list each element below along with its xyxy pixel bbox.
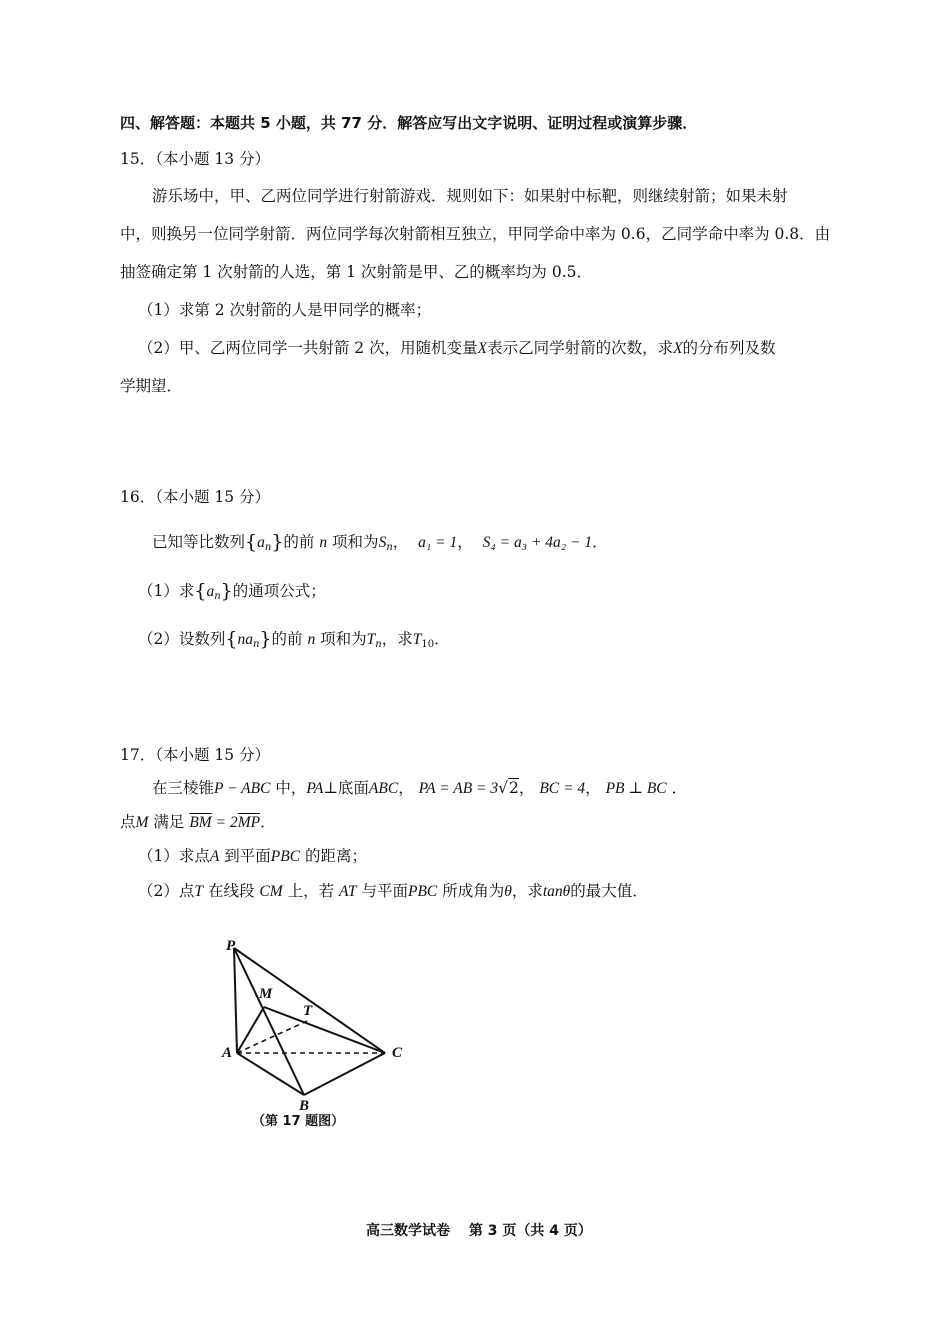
q17-given-text-e: ， [518, 779, 535, 797]
figure-caption: （第 17 题图） [252, 1114, 345, 1129]
var-x: X [673, 340, 683, 357]
q17-part1 [138, 849, 367, 865]
q17-figure [215, 935, 415, 1115]
q17-given-text-c: ⊥底面 [323, 779, 369, 797]
q17-part1-text-b: 到平面 [224, 847, 271, 865]
q17-given: 在三棱锥P − ABC 中，PA⊥底面ABC， PA = AB = 3√2， BC = 4， PB ⊥ BC ． [152, 779, 688, 797]
q15-paragraph-line1: 游乐场中，甲、乙两位同学进行射箭游戏．规则如下：如果射中标靶，则继续射箭；如果未射 [152, 187, 788, 205]
edge-bc [304, 1053, 385, 1095]
q17-plane-abc: ABC [368, 780, 399, 797]
q17-vector-mp: $\overline{MP}$ [237, 814, 261, 831]
q16-part2: （2）设数列{nan}的前 n 项和为Tn，求$T_{10}$． [138, 628, 450, 650]
q17-part2-text-c: 上，若 [287, 882, 335, 900]
q17-var-a: A [209, 848, 220, 865]
q15-paragraph-line3: 抽签确定第 1 次射箭的人选，第 1 次射箭是甲、乙的概率均为 0.5． [120, 263, 593, 281]
q16-part1-text-b: 的通项公式； [232, 582, 326, 600]
edge-pc [234, 948, 385, 1053]
q17-tan-theta: tanθ [542, 883, 571, 900]
q16-part2-text-a: （2）设数列 [138, 630, 226, 648]
q17-part2-text-e: 所成角为 [442, 882, 505, 900]
edge-mc [264, 1007, 385, 1053]
q17-given-text-f: ， [585, 779, 601, 797]
section-heading: 四、解答题：本题共 5 小题，共 77 分．解答应写出文字说明、证明过程或演算步骤． [120, 114, 698, 132]
q15-part2-continued: 学期望． [120, 377, 183, 395]
q17-part1-text-c: 的距离； [305, 847, 368, 865]
q17-segment-cm: CM [259, 883, 283, 900]
q16-given-text-a: 已知等比数列 [152, 533, 246, 551]
q17-m-text-b: 满足 [153, 813, 185, 831]
q16-part2-text-c: 项和为 [320, 630, 367, 648]
q17-part2-text-d: 与平面 [361, 882, 408, 900]
q15-part2 [138, 341, 776, 357]
page-footer: 高三数学试卷 第 3 页（共 4 页） [366, 1223, 592, 1239]
q17-point-m [120, 815, 276, 831]
q17-segment-pa: PA [306, 780, 324, 797]
q16-part2-text-d: ，求 [381, 630, 413, 648]
q15-part2-text-c: 的分布列及数 [682, 339, 776, 357]
q15-paragraph-line2: 中，则换另一位同学射箭．两位同学每次射箭相互独立，甲同学命中率为 0.6，乙同学命中率为 0.8．由 [120, 225, 831, 243]
q16-eq-a1: a₁ = 1 [418, 534, 458, 551]
q16-number: 16．（本小题 15 分） [120, 488, 271, 506]
label-b: B [299, 1098, 310, 1114]
q17-part2-text-f: ，求 [511, 882, 543, 900]
q17-given-text-d: ， [398, 779, 414, 797]
q17-var-t: T [194, 883, 203, 900]
q17-part2 [138, 884, 648, 900]
q17-given-text-b: 中， [275, 779, 307, 797]
q17-part2-text-b: 在线段 [207, 882, 255, 900]
q16-given: 已知等比数列{an}的前 n 项和为Sn， a₁ = 1， S₄ = a₃ + 4a₂ − 1． [152, 531, 608, 553]
q17-plane-pbc: PBC [270, 848, 301, 865]
q17-number: 17．（本小题 15 分） [120, 746, 271, 764]
label-c: C [392, 1045, 403, 1061]
q17-vector-bm: $\overline{BM}$ [189, 814, 212, 831]
q17-given-text-g: ． [671, 779, 688, 797]
edge-am [237, 1007, 264, 1053]
q15-part2-text-a: （2）甲、乙两位同学一共射箭 2 次，用随机变量 [138, 339, 478, 357]
q17-eq-mid: = 2 [211, 814, 238, 831]
q17-part1-text-a: （1）求点 [138, 847, 210, 865]
q17-var-m: M [135, 814, 149, 831]
q17-var-theta: θ [504, 883, 512, 900]
q15-part1: （1）求第 2 次射箭的人是甲同学的概率； [138, 301, 432, 319]
q17-m-end: ． [260, 813, 276, 831]
var-x: X [477, 340, 488, 357]
q17-m-text-a: 点 [120, 813, 136, 831]
q16-part1: （1）求{an}的通项公式； [138, 580, 326, 602]
q16-given-text-c: 项和为 [332, 533, 379, 551]
q17-part2-text-g: 的最大值． [570, 882, 648, 900]
label-p: P [226, 938, 236, 954]
q17-plane-pbc: PBC [408, 883, 438, 900]
q15-number: 15．（本小题 13 分） [120, 150, 271, 168]
q16-part2-text-e: ． [434, 630, 450, 648]
q17-segment-at: AT [339, 883, 357, 900]
q16-eq-s4: S₄ = a₃ + 4a₂ − 1 [482, 534, 593, 551]
q17-part2-text-a: （2）点 [138, 882, 195, 900]
q15-part2-text-b: 表示乙同学射箭的次数，求 [487, 339, 674, 357]
q17-eq1: PA = AB = 3 [418, 780, 499, 797]
label-m: M [259, 986, 273, 1002]
q16-part2-text-b: 的前 [271, 630, 303, 648]
q16-given-text-b: 的前 [283, 533, 315, 551]
q16-part1-text-a: （1）求 [138, 582, 195, 600]
label-a: A [222, 1045, 233, 1061]
q17-tetrahedron: P − ABC [214, 780, 271, 797]
q17-given-text-a: 在三棱锥 [152, 779, 215, 797]
q17-eq2: BC = 4 [539, 780, 586, 797]
q17-sqrt-arg: 2 [509, 779, 519, 797]
edge-pa [234, 948, 237, 1053]
q17-eq3: PB ⊥ BC [605, 780, 667, 797]
label-t: T [303, 1003, 313, 1019]
tetrahedron-diagram [215, 935, 415, 1115]
